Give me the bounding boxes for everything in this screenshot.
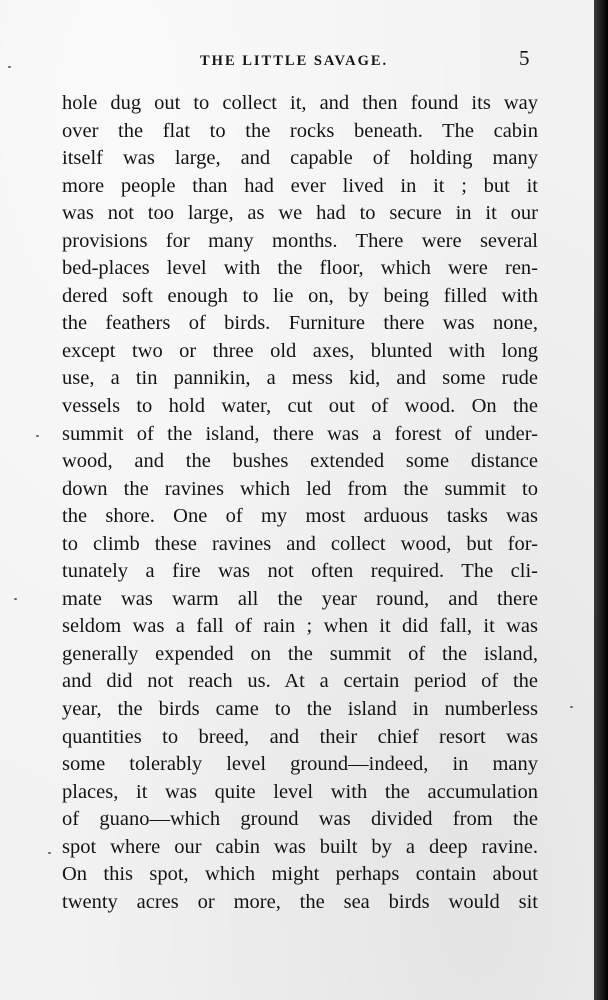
text-line: vessels to hold water, cut out of wood. On the (62, 395, 538, 418)
text-line: summit of the island, there was a forest of under- (62, 422, 538, 445)
text-line: except two or three old axes, blunted with long (62, 339, 538, 362)
text-line: tunately a fire was not often required. The cli- (62, 560, 538, 583)
text-line: itself was large, and capable of holding many (62, 147, 538, 170)
text-line: spot where our cabin was built by a deep ravine. (62, 835, 538, 858)
text-line: quantities to breed, and their chief resort was (62, 725, 538, 748)
text-line: twenty acres or more, the sea birds would sit (62, 890, 538, 913)
text-line: more people than had ever lived in it ; but it (62, 174, 538, 197)
text-line: use, a tin pannikin, a mess kid, and some rude (62, 367, 538, 390)
paper-speck (570, 706, 573, 708)
page-edge-shadow (594, 0, 608, 1000)
body-text (62, 90, 538, 916)
text-line: generally expended on the summit of the island, (62, 642, 538, 665)
text-line: the shore. One of my most arduous tasks was (62, 505, 538, 528)
text-line: was not too large, as we had to secure in it our (62, 202, 538, 225)
text-line: bed-places level with the floor, which were ren- (62, 257, 538, 280)
text-line: places, it was quite level with the accumulation (62, 780, 538, 803)
text-line: some tolerably level ground—indeed, in many (62, 753, 538, 776)
page-number: 5 (519, 46, 530, 70)
text-line: to climb these ravines and collect wood, but for- (62, 532, 538, 555)
page-header (0, 44, 594, 74)
text-line: year, the birds came to the island in numberless (62, 698, 538, 721)
text-line: On this spot, which might perhaps contain about (62, 863, 538, 886)
text-line: seldom was a fall of rain ; when it did fall, it was (62, 615, 538, 638)
text-line: the feathers of birds. Furniture there was none, (62, 312, 538, 335)
running-title: THE LITTLE SAVAGE. (200, 53, 389, 69)
text-line: dered soft enough to lie on, by being filled with (62, 284, 538, 307)
text-line: over the flat to the rocks beneath. The cabin (62, 119, 538, 142)
paper-speck (14, 598, 17, 600)
text-line: mate was warm all the year round, and there (62, 587, 538, 610)
text-line: wood, and the bushes extended some distance (62, 450, 538, 473)
paper-speck (48, 852, 51, 854)
text-line: hole dug out to collect it, and then found its way (62, 92, 538, 114)
text-line: provisions for many months. There were several (62, 229, 538, 252)
paper-speck (36, 435, 39, 437)
text-line: of guano—which ground was divided from the (62, 808, 538, 831)
paper-speck (8, 66, 11, 68)
text-line: and did not reach us. At a certain period of the (62, 670, 538, 693)
text-line: down the ravines which led from the summit to (62, 477, 538, 500)
